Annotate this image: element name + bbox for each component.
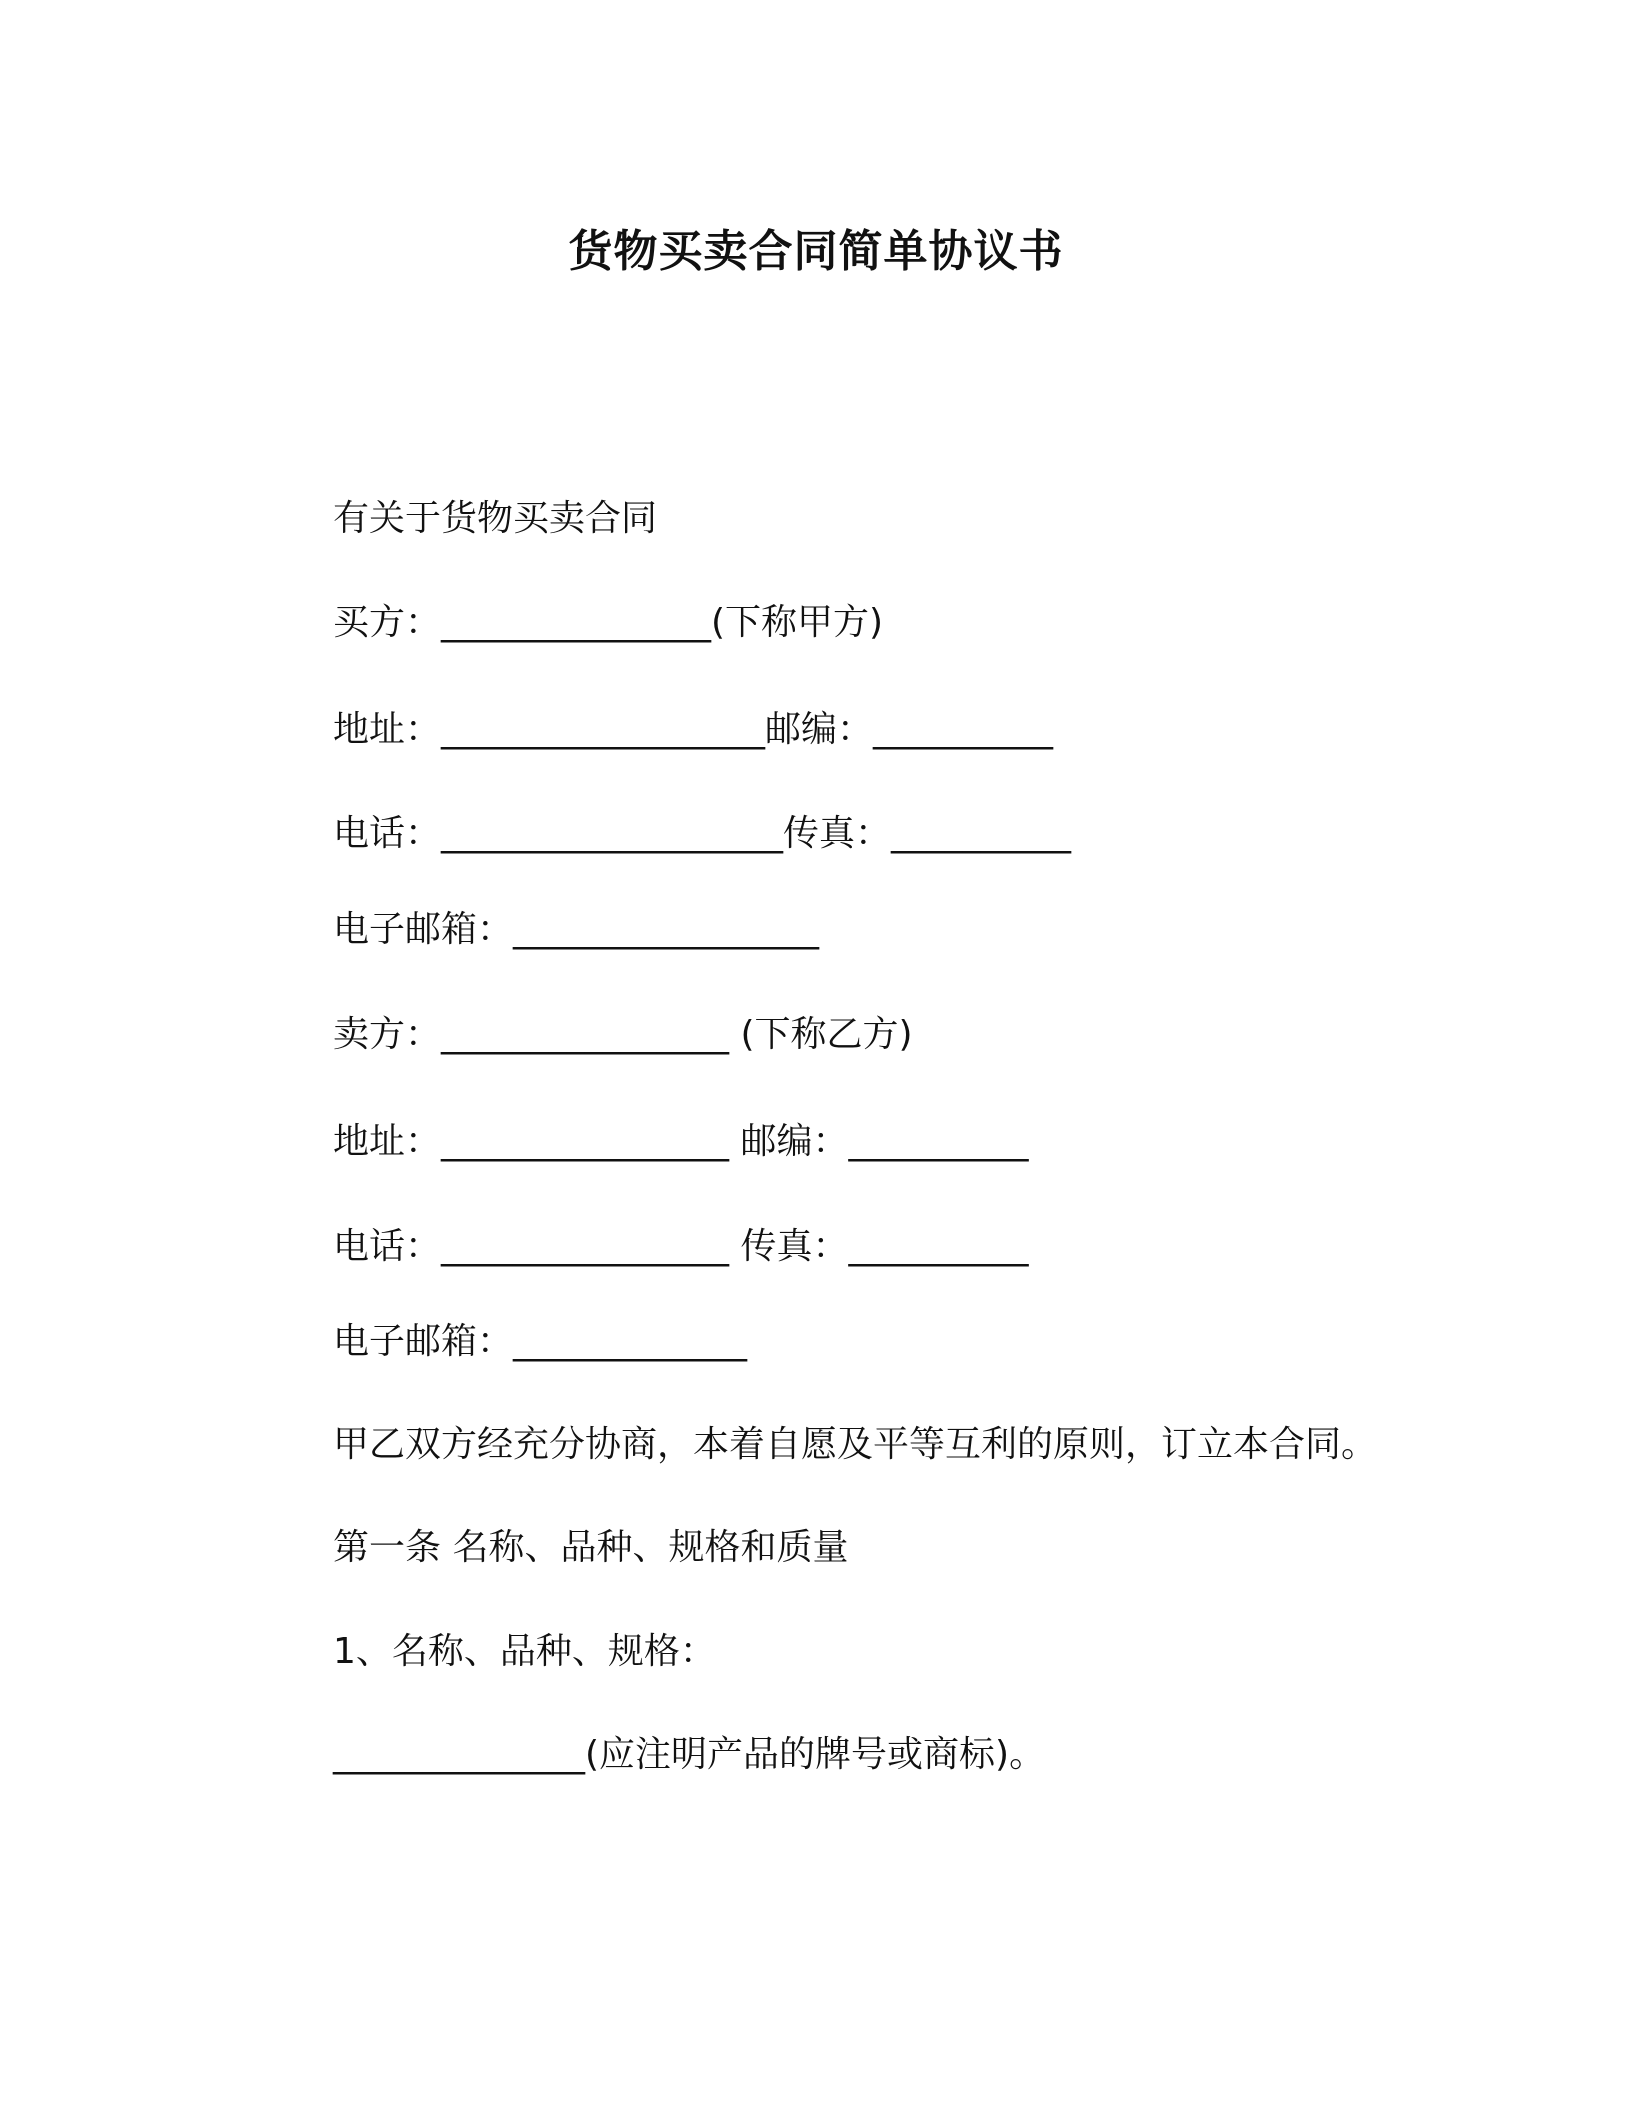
clause-1-heading: 1、名称、品种、规格： — [333, 1631, 716, 1672]
seller-phone-line: 电话：________________ 传真：__________ — [333, 1226, 1029, 1267]
buyer-phone-line: 电话：___________________传真：__________ — [333, 813, 1072, 854]
seller-line: 卖方：________________ (下称乙方) — [333, 1014, 913, 1055]
buyer-address-line: 地址：__________________邮编：__________ — [333, 709, 1054, 750]
seller-address-line: 地址：________________ 邮编：__________ — [333, 1121, 1029, 1162]
intro-line: 有关于货物买卖合同 — [333, 498, 658, 539]
seller-email-line: 电子邮箱：_____________ — [333, 1321, 748, 1362]
document-title: 货物买卖合同简单协议书 — [568, 226, 1064, 277]
article-one-heading: 第一条 名称、品种、规格和质量 — [333, 1527, 849, 1568]
buyer-line: 买方：_______________(下称甲方) — [333, 602, 884, 643]
buyer-email-line: 电子邮箱：_________________ — [333, 909, 820, 950]
clause-1-content: ______________(应注明产品的牌号或商标)。 — [333, 1734, 1046, 1775]
agreement-statement: 甲乙双方经充分协商，本着自愿及平等互利的原则，订立本合同。 — [333, 1424, 1378, 1465]
